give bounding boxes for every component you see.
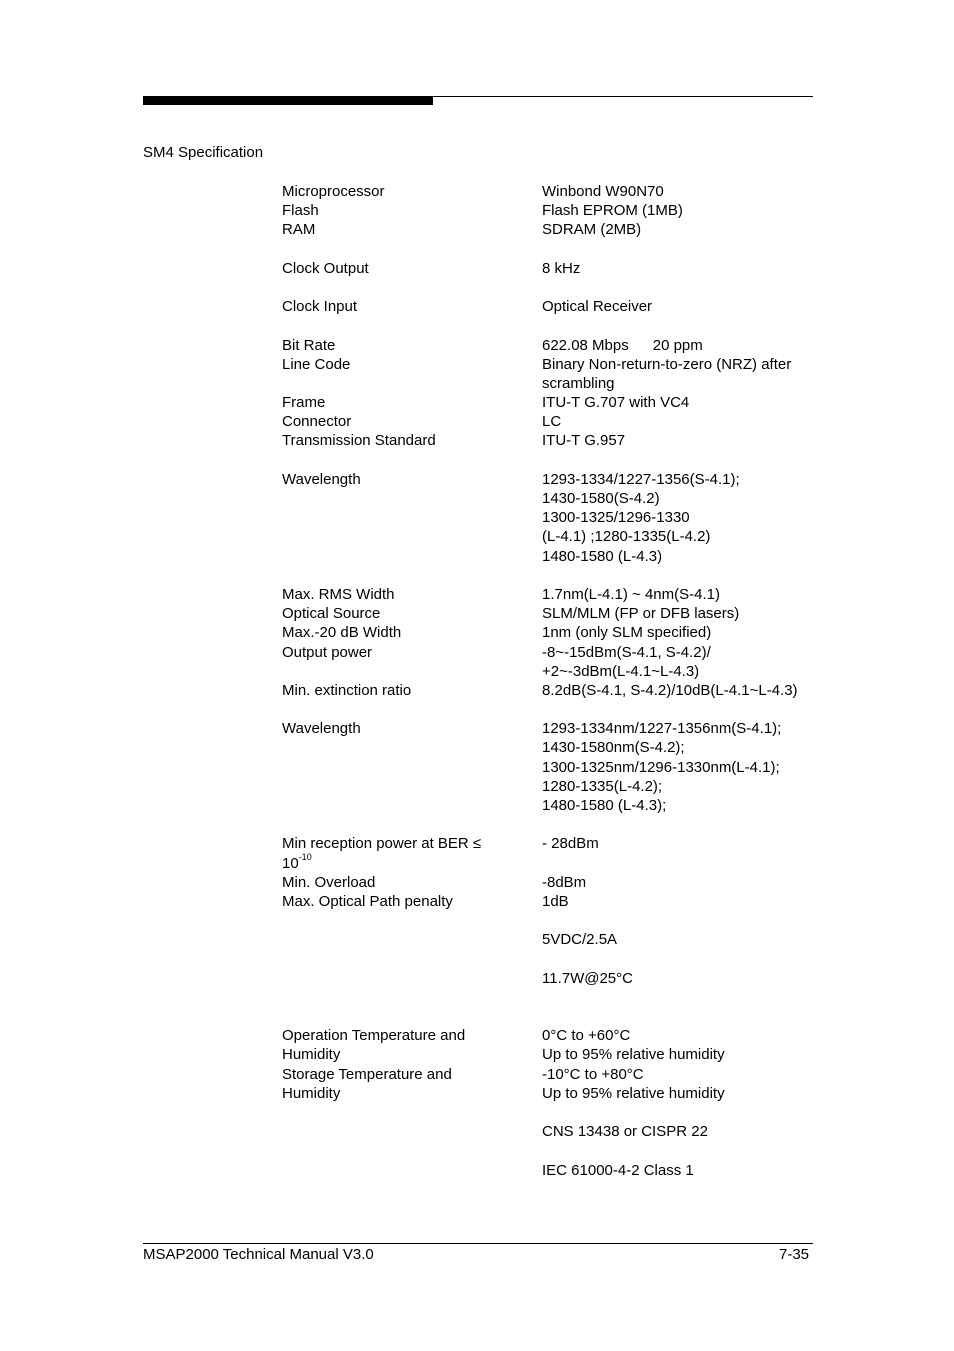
spec-value: Up to 95% relative humidity xyxy=(542,1046,725,1064)
spec-label: Clock Output xyxy=(282,259,369,277)
spec-value: 0°C to +60°C xyxy=(542,1027,631,1045)
spec-row-storage-temp xyxy=(282,1065,822,1084)
spec-value: -8~-15dBm(S-4.1, S-4.2)/ xyxy=(542,643,711,661)
spec-value: - 28dBm xyxy=(542,835,599,853)
spec-value: 1nm (only SLM specified) xyxy=(542,624,712,642)
spec-label: Operation Temperature and xyxy=(282,1027,466,1045)
bit-rate-tolerance: 20 ppm xyxy=(652,336,703,354)
spec-value: IEC 61000-4-2 Class 1 xyxy=(542,1161,694,1179)
spec-value: scrambling xyxy=(542,374,615,392)
spec-value: Up to 95% relative humidity xyxy=(542,1084,725,1102)
spec-label: Max.-20 dB Width xyxy=(282,624,402,642)
spec-row-rx-wavelength xyxy=(282,719,822,738)
spec-label: Output power xyxy=(282,643,373,661)
spec-value: +2~-3dBm(L-4.1~L-4.3) xyxy=(542,662,700,680)
spec-row-transmission-standard xyxy=(282,431,822,450)
spec-label: Connector xyxy=(282,413,352,431)
spec-value: SLM/MLM (FP or DFB lasers) xyxy=(542,605,740,623)
spec-row-frame xyxy=(282,393,822,412)
spec-label: Humidity xyxy=(282,1084,341,1102)
spec-row-connector xyxy=(282,412,822,431)
spec-value: 8 kHz xyxy=(542,259,581,277)
spec-label: Transmission Standard xyxy=(282,432,436,450)
spec-value: SDRAM (2MB) xyxy=(542,221,642,239)
spec-row-bit-rate xyxy=(282,336,822,355)
spec-row-power-consumption xyxy=(282,969,822,988)
spec-row-clock-input xyxy=(282,297,822,316)
footer-manual-title: MSAP2000 Technical Manual V3.0 xyxy=(143,1246,374,1263)
spec-label: Flash xyxy=(282,202,319,220)
spec-row-line-code xyxy=(282,355,822,374)
spec-label: Microprocessor xyxy=(282,183,385,200)
spec-row-power-input xyxy=(282,930,822,949)
spec-row-ram xyxy=(282,220,822,239)
spec-row-flash xyxy=(282,201,822,220)
spec-label: Min. extinction ratio xyxy=(282,681,412,699)
spec-label: Line Code xyxy=(282,355,351,373)
spec-value: 1293-1334/1227-1356(S-4.1); xyxy=(542,470,740,488)
spec-row-clock-output xyxy=(282,259,822,278)
spec-value: 5VDC/2.5A xyxy=(542,931,618,949)
spec-label: Optical Source xyxy=(282,605,381,623)
spec-value: -10°C to +80°C xyxy=(542,1065,644,1083)
spec-row-output-power xyxy=(282,643,822,662)
spec-label: Clock Input xyxy=(282,298,358,316)
spec-value: -8dBm xyxy=(542,873,587,891)
spec-row-min-reception-power xyxy=(282,834,822,853)
spec-label: Min reception power at BER ≤ xyxy=(282,835,482,853)
spec-label: Storage Temperature and xyxy=(282,1065,452,1083)
spec-value: Winbond W90N70 xyxy=(542,183,664,200)
spec-value: 1480-1580 (L-4.3); xyxy=(542,797,667,814)
spec-row-esd xyxy=(282,1161,822,1180)
spec-value xyxy=(542,336,703,355)
spec-value: ITU-T G.707 with VC4 xyxy=(542,394,690,412)
spec-value: 1430-1580(S-4.2) xyxy=(542,490,660,507)
spec-label: Bit Rate xyxy=(282,336,336,354)
spec-row-max-optical-path-penalty xyxy=(282,892,822,911)
spec-row-min-overload xyxy=(282,873,822,892)
spec-value: 8.2dB(S-4.1, S-4.2)/10dB(L-4.1~L-4.3) xyxy=(542,681,798,699)
footer-page-number: 7-35 xyxy=(779,1246,810,1263)
spec-row-tx-wavelength xyxy=(282,470,822,489)
spec-row-min-extinction-ratio xyxy=(282,681,822,700)
spec-label: Max. RMS Width xyxy=(282,585,395,603)
spec-value: 1300-1325/1296-1330 xyxy=(542,509,690,527)
spec-row-emi xyxy=(282,1122,822,1141)
spec-value: 11.7W@25°C xyxy=(542,969,633,987)
spec-value: 1480-1580 (L-4.3) xyxy=(542,547,663,565)
spec-value: 1430-1580nm(S-4.2); xyxy=(542,739,685,757)
spec-row-microprocessor xyxy=(282,182,822,201)
spec-value: 1dB xyxy=(542,892,569,910)
bit-rate-value: 622.08 Mbps xyxy=(542,336,629,354)
spec-value: LC xyxy=(542,413,562,431)
spec-row-operation-temp xyxy=(282,1026,822,1045)
spec-value: Flash EPROM (1MB) xyxy=(542,202,683,220)
spec-row-line-code-cont xyxy=(282,374,822,393)
spec-value: (L-4.1) ;1280-1335(L-4.2) xyxy=(542,528,711,546)
spec-label: Frame xyxy=(282,394,326,412)
spec-label: Wavelength xyxy=(282,720,361,738)
header-bar xyxy=(143,96,433,105)
ber-exponent: $10^{-10}$ xyxy=(282,851,312,872)
spec-label: Wavelength xyxy=(282,470,361,488)
spec-label: Min. Overload xyxy=(282,873,376,891)
footer-rule xyxy=(143,1243,813,1244)
spec-value: 1280-1335(L-4.2); xyxy=(542,777,663,795)
spec-value: Binary Non-return-to-zero (NRZ) after xyxy=(542,355,792,373)
spec-value: 1300-1325nm/1296-1330nm(L-4.1); xyxy=(542,758,780,776)
spec-label: Humidity xyxy=(282,1046,341,1064)
spec-value: 1.7nm(L-4.1) ~ 4nm(S-4.1) xyxy=(542,585,720,603)
spec-value: Optical Receiver xyxy=(542,298,653,316)
spec-value: CNS 13438 or CISPR 22 xyxy=(542,1123,708,1141)
spec-row-optical-source xyxy=(282,604,822,623)
spec-table xyxy=(282,182,822,1180)
spec-value: ITU-T G.957 xyxy=(542,432,626,450)
spec-value: 1293-1334nm/1227-1356nm(S-4.1); xyxy=(542,720,782,738)
section-title: SM4 Specification xyxy=(143,144,264,161)
spec-label: RAM xyxy=(282,221,316,239)
spec-row-max-rms-width xyxy=(282,585,822,604)
spec-label: Max. Optical Path penalty xyxy=(282,892,453,910)
spec-row-max-20db-width xyxy=(282,623,822,642)
